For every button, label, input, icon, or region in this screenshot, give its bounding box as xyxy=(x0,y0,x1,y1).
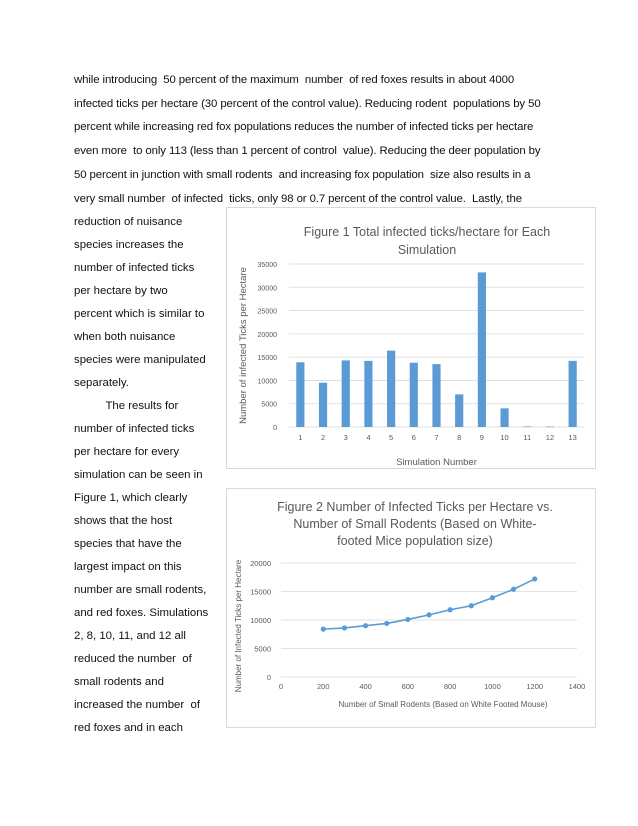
bar-sim-5 xyxy=(387,351,395,427)
chart-title: Number of Small Rodents (Based on White- xyxy=(293,517,537,531)
column-line: and red foxes. Simulations xyxy=(74,607,209,619)
paragraph-line: percent while increasing red fox populations reduces the number of infected ticks per hectare xyxy=(74,121,534,134)
column-line: Figure 1, which clearly xyxy=(74,492,188,504)
bar-sim-3 xyxy=(342,360,350,427)
column-line: separately. xyxy=(74,377,129,389)
bar-sim-10 xyxy=(500,408,508,427)
y-tick-label: 10000 xyxy=(250,616,271,625)
data-point xyxy=(321,627,326,632)
paragraph-line: while introducing 50 percent of the maximum number of red foxes results in about 4000 xyxy=(74,74,515,86)
bar-sim-13 xyxy=(569,361,577,427)
figure-2-svg xyxy=(227,489,595,727)
x-tick-label: 600 xyxy=(401,682,415,691)
y-tick-label: 0 xyxy=(266,673,271,682)
x-tick-label: 7 xyxy=(434,433,439,442)
data-point xyxy=(426,612,431,617)
x-tick-label: 9 xyxy=(479,433,484,442)
x-tick-label: 200 xyxy=(317,682,330,691)
column-line: per hectare by two xyxy=(74,285,168,297)
data-point xyxy=(448,607,453,612)
y-tick-label: 35000 xyxy=(257,262,277,269)
data-point xyxy=(405,617,410,622)
y-tick-label: 20000 xyxy=(250,559,271,568)
data-point xyxy=(469,603,474,608)
x-tick-label: 0 xyxy=(278,682,284,691)
column-line: species increases the xyxy=(74,239,184,251)
y-tick-label: 15000 xyxy=(257,355,277,363)
y-tick-label: 30000 xyxy=(257,285,277,293)
chart-title: footed Mice population size) xyxy=(337,534,493,548)
bar-sim-2 xyxy=(319,383,327,427)
data-point xyxy=(384,621,389,626)
column-line: number are small rodents, xyxy=(74,584,207,596)
column-line: per hectare for every xyxy=(74,446,180,458)
x-tick-label: 3 xyxy=(343,433,348,442)
paragraph-line: even more to only 113 (less than 1 percent of control value). Reducing the deer population by xyxy=(74,145,541,158)
x-tick-label: 400 xyxy=(359,682,372,691)
x-tick-label: 4 xyxy=(366,433,371,442)
column-line: number of infected ticks xyxy=(74,262,195,274)
column-line: largest impact on this xyxy=(74,561,182,573)
column-line: increased the number of xyxy=(74,699,201,711)
y-tick-label: 5000 xyxy=(261,401,277,409)
column-line: species were manipulated xyxy=(74,354,206,366)
x-axis-label: Simulation Number xyxy=(396,457,477,468)
chart-title: Simulation xyxy=(397,243,457,257)
paragraph-line: 50 percent in junction with small rodents and increasing fox population size also results in a xyxy=(74,168,531,181)
x-tick-label: 1200 xyxy=(526,682,544,691)
bar-sim-11 xyxy=(523,426,531,427)
series-line xyxy=(323,579,534,629)
y-tick-label: 10000 xyxy=(257,378,277,386)
column-line: when both nuisance xyxy=(74,331,176,343)
data-point xyxy=(511,587,516,592)
y-axis-label: Number of Infected Ticks per Hectare xyxy=(234,559,243,693)
chart-title: Figure 2 Number of Infected Ticks per Hectare vs. xyxy=(277,500,553,514)
column-line: red foxes and in each xyxy=(74,722,183,734)
data-point xyxy=(342,625,347,630)
y-tick-label: 20000 xyxy=(257,331,277,339)
data-point xyxy=(532,576,537,581)
bar-sim-9 xyxy=(478,272,486,427)
x-tick-label: 1400 xyxy=(568,682,586,691)
figure-1-chart xyxy=(226,207,596,469)
chart-title: Figure 1 Total infected ticks/hectare for Each xyxy=(303,225,551,239)
column-line: percent which is similar to xyxy=(74,308,205,320)
bar-sim-7 xyxy=(432,364,440,427)
paragraph-line: infected ticks per hectare (30 percent of the control value). Reducing rodent populations by 50 xyxy=(74,97,541,110)
bar-sim-6 xyxy=(410,363,418,427)
bar-sim-4 xyxy=(364,361,372,427)
x-tick-label: 1 xyxy=(298,433,303,442)
x-tick-label: 13 xyxy=(568,433,577,442)
column-line: species that have the xyxy=(74,538,182,550)
bar-sim-12 xyxy=(546,427,554,428)
x-tick-label: 5 xyxy=(389,433,394,442)
x-tick-label: 8 xyxy=(457,433,462,442)
y-axis-label: Number of infected Ticks per Hectare xyxy=(238,267,249,424)
column-line: small rodents and xyxy=(74,676,164,688)
x-tick-label: 1000 xyxy=(484,682,501,691)
figure-2-chart xyxy=(226,488,596,728)
column-line: shows that the host xyxy=(74,515,173,527)
y-tick-label: 25000 xyxy=(257,308,277,316)
x-tick-label: 10 xyxy=(500,433,509,442)
y-tick-label: 5000 xyxy=(254,644,271,654)
y-tick-label: 15000 xyxy=(250,587,271,597)
x-tick-label: 11 xyxy=(523,433,532,442)
figure-1-svg xyxy=(227,208,595,468)
column-line: The results for xyxy=(74,400,179,412)
x-tick-label: 6 xyxy=(411,433,416,442)
bar-sim-8 xyxy=(455,394,463,427)
column-line: reduction of nuisance xyxy=(74,216,183,228)
x-axis-label: Number of Small Rodents (Based on White Footed Mouse) xyxy=(338,700,548,709)
column-line: number of infected ticks xyxy=(74,423,195,435)
paragraph-line: very small number of infected ticks, only 98 or 0.7 percent of the control value. Lastly, the xyxy=(74,192,522,205)
data-point xyxy=(490,595,495,600)
column-line: reduced the number of xyxy=(74,653,192,665)
y-tick-label: 0 xyxy=(273,425,277,432)
bar-sim-1 xyxy=(296,362,304,427)
column-line: simulation can be seen in xyxy=(74,469,203,481)
data-point xyxy=(363,623,368,628)
x-tick-label: 12 xyxy=(545,433,555,442)
x-tick-label: 800 xyxy=(443,682,457,691)
column-line: 2, 8, 10, 11, and 12 all xyxy=(74,630,186,642)
x-tick-label: 2 xyxy=(320,433,326,442)
